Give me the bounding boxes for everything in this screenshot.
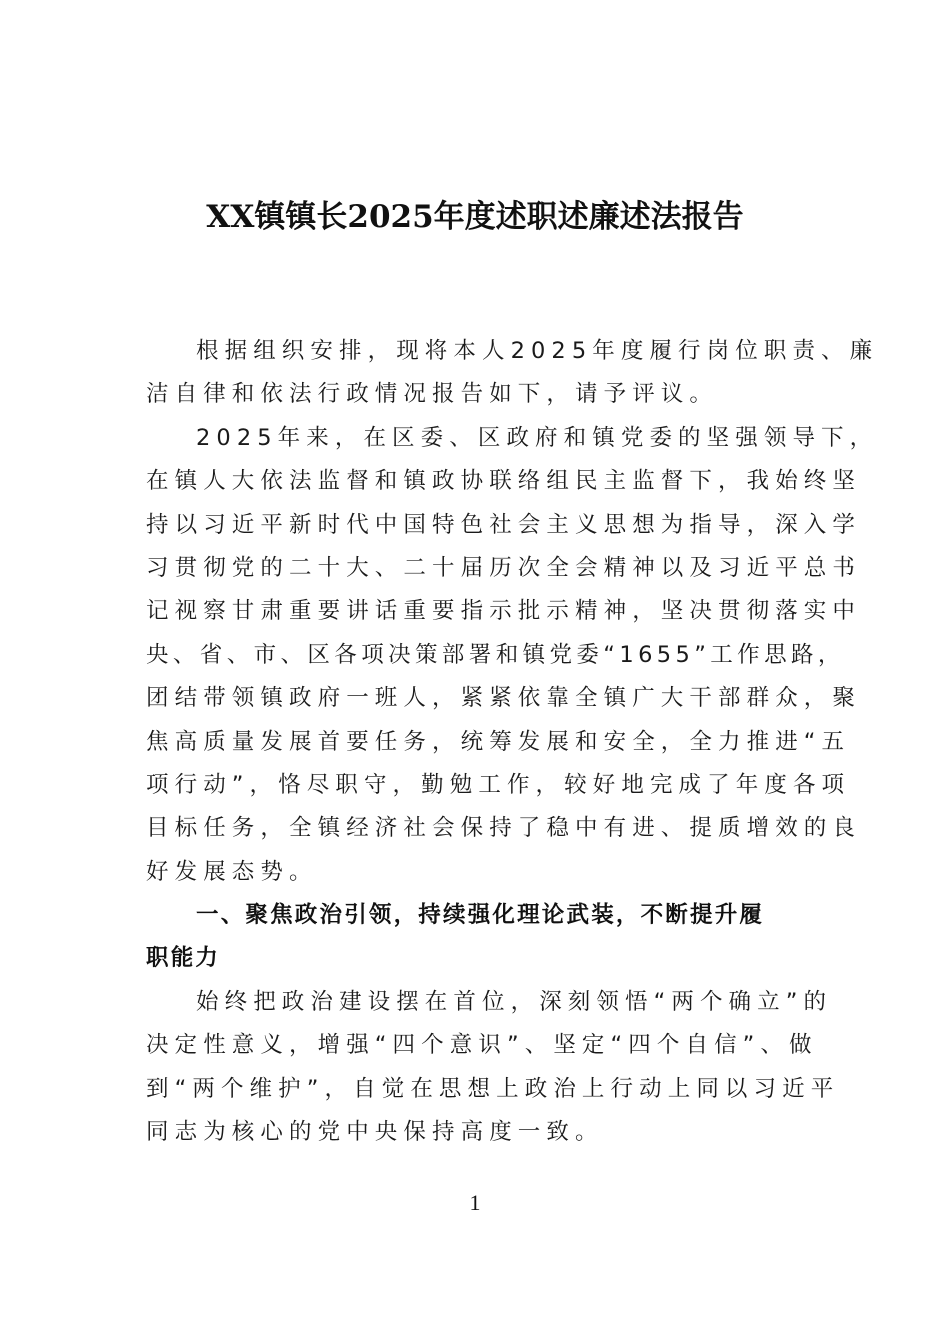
text-line: 央、省、市、区各项决策部署和镇党委“1655”工作思路， <box>146 641 845 668</box>
text-line: 根据组织安排，现将本人2025年度履行岗位职责、廉 <box>196 338 879 364</box>
page-number: 1 <box>469 1190 481 1215</box>
paragraph-political <box>146 981 840 1155</box>
text-line: 决定性意义，增强“四个意识”、坚定“四个自信”、做 <box>146 1032 818 1059</box>
paragraph-overview <box>146 417 879 894</box>
text-line: 持以习近平新时代中国特色社会主义思想为指导，深入学 <box>146 511 862 538</box>
text-line: 在镇人大依法监督和镇政协联络组民主监督下，我始终坚 <box>146 468 862 495</box>
text-line: 团结带领镇政府一班人，紧紧依靠全镇广大干部群众，聚 <box>146 685 862 712</box>
heading-line: 一、聚焦政治引领，持续强化理论武装，不断提升履 <box>196 902 765 929</box>
section-heading <box>146 894 806 981</box>
text-line: 项行动”，恪尽职守，勤勉工作，较好地完成了年度各项 <box>146 771 851 798</box>
text-line: 好发展态势。 <box>146 858 318 885</box>
text-line: 目标任务，全镇经济社会保持了稳中有进、提质增效的良 <box>146 815 862 842</box>
text-line: 2025年来，在区委、区政府和镇党委的坚强领导下， <box>196 424 879 451</box>
text-line: 习贯彻党的二十大、二十届历次全会精神以及习近平总书 <box>146 554 862 581</box>
paragraph-intro <box>146 330 879 417</box>
document-title: XX镇镇长2025年度述职述廉述法报告 <box>206 199 744 235</box>
document-body <box>146 330 879 1154</box>
text-line: 同志为核心的党中央保持高度一致。 <box>146 1119 604 1146</box>
heading-line: 职能力 <box>146 945 221 972</box>
text-line: 焦高质量发展首要任务，统筹发展和安全，全力推进“五 <box>146 728 851 755</box>
text-line: 记视察甘肃重要讲话重要指示批示精神，坚决贯彻落实中 <box>146 598 862 625</box>
text-line: 始终把政治建设摆在首位，深刻领悟“两个确立”的 <box>196 988 833 1015</box>
text-line: 到“两个维护”，自觉在思想上政治上行动上同以习近平 <box>146 1075 840 1102</box>
text-line: 洁自律和依法行政情况报告如下，请予评议。 <box>146 381 719 408</box>
